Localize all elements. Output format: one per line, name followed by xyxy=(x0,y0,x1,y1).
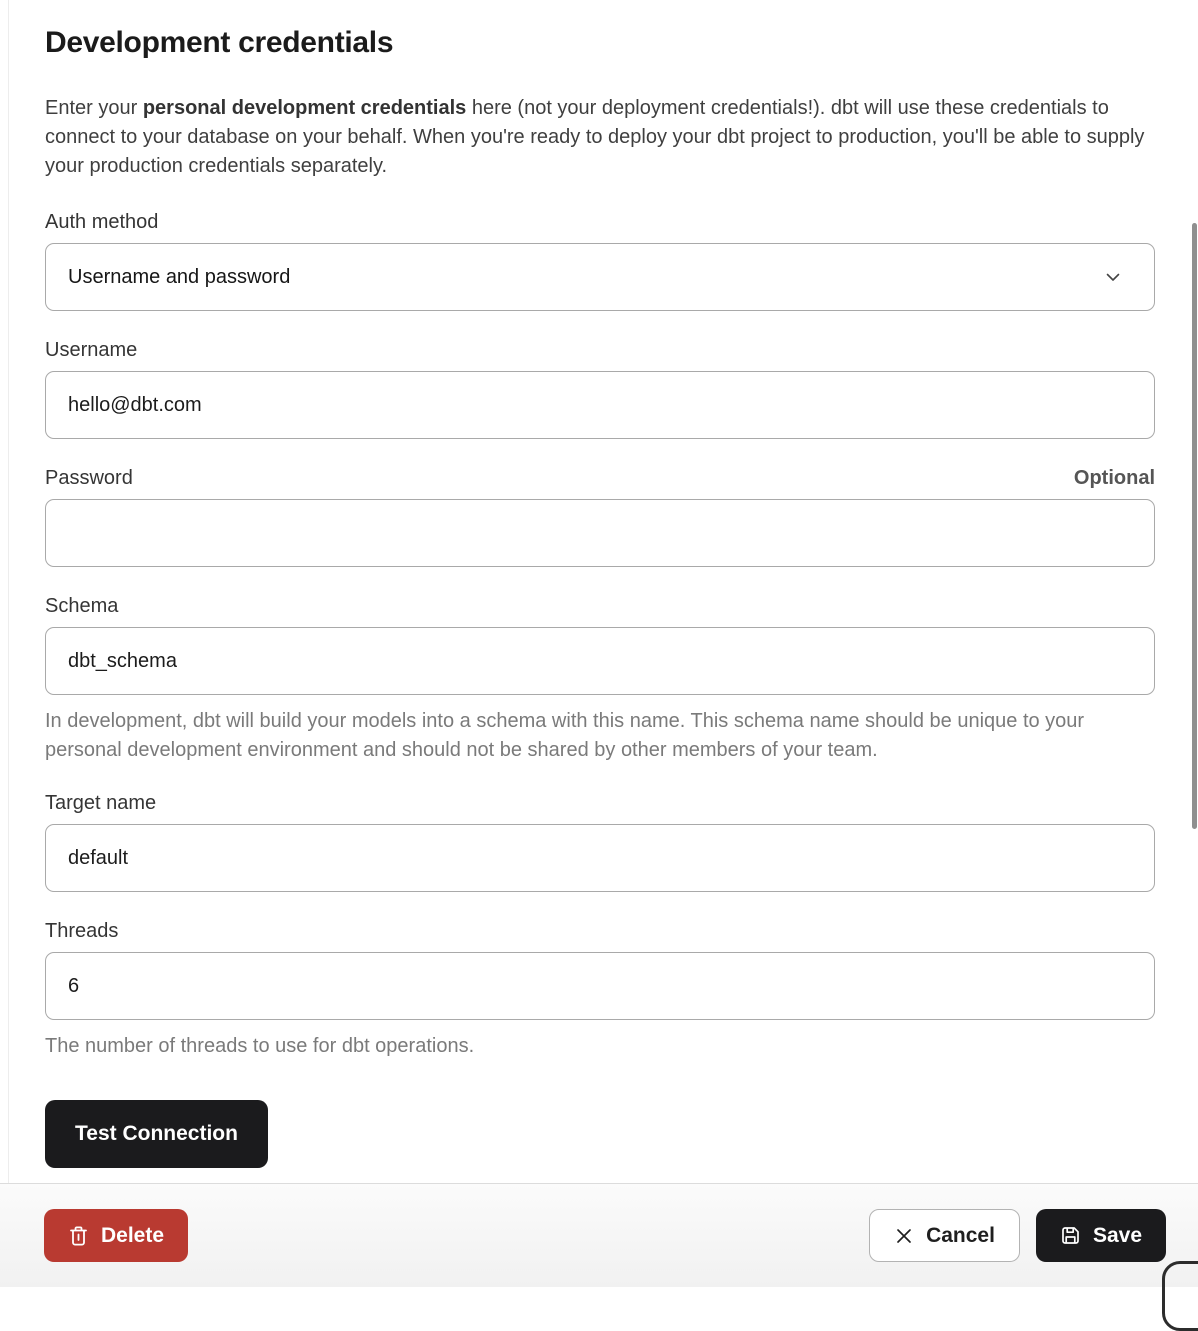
save-button[interactable] xyxy=(1036,1209,1166,1262)
vertical-scrollbar-thumb[interactable] xyxy=(1192,223,1197,829)
threads-input[interactable] xyxy=(45,952,1155,1020)
username-label: Username xyxy=(45,339,138,361)
schema-label: Schema xyxy=(45,595,119,617)
target-name-field xyxy=(45,792,1155,892)
threads-help-text: The number of threads to use for dbt operations. xyxy=(45,1035,475,1057)
password-input[interactable] xyxy=(45,499,1155,567)
auth-method-field xyxy=(45,211,1155,311)
background-corner-decoration xyxy=(1162,1261,1198,1331)
auth-method-label: Auth method xyxy=(45,211,159,233)
schema-input[interactable] xyxy=(45,627,1155,695)
cancel-button-label: Cancel xyxy=(926,1223,995,1247)
floppy-disk-icon xyxy=(1060,1225,1081,1246)
optional-badge: Optional xyxy=(1073,467,1155,489)
action-footer xyxy=(0,1183,1198,1287)
intro-pre: Enter your xyxy=(45,97,143,119)
x-icon xyxy=(894,1226,914,1246)
threads-field xyxy=(45,920,1155,1061)
username-input[interactable] xyxy=(45,371,1155,439)
schema-help-text: In development, dbt will build your models into a schema with this name. This schema name should be unique to your personal development environment and should not be shared by other members of your team. xyxy=(45,710,1085,761)
threads-label: Threads xyxy=(45,920,119,942)
page-title: Development credentials xyxy=(45,26,394,59)
username-field xyxy=(45,339,1155,439)
schema-field xyxy=(45,595,1155,765)
password-field xyxy=(45,467,1155,567)
trash-icon xyxy=(68,1225,89,1247)
chevron-down-icon xyxy=(1104,268,1122,286)
delete-button[interactable] xyxy=(44,1209,188,1262)
password-label: Password xyxy=(45,467,133,489)
intro-post: here (not your deployment credentials!). dbt will use these credentials to connect to your database on your behalf. When you're ready to deploy your dbt project to production, you'll be able to supply your production credentials separately. xyxy=(45,97,1145,177)
delete-button-label: Delete xyxy=(101,1223,165,1247)
auth-method-select[interactable] xyxy=(45,243,1155,311)
test-connection-button[interactable]: Test Connection xyxy=(45,1100,268,1168)
target-name-label: Target name xyxy=(45,792,157,814)
intro-bold: personal development credentials xyxy=(142,97,467,119)
save-button-label: Save xyxy=(1092,1223,1142,1247)
intro-text xyxy=(45,94,1155,181)
target-name-input[interactable] xyxy=(45,824,1155,892)
auth-method-value: Username and password xyxy=(68,265,291,288)
credentials-form-panel xyxy=(8,0,1198,1183)
cancel-button[interactable] xyxy=(869,1209,1020,1262)
